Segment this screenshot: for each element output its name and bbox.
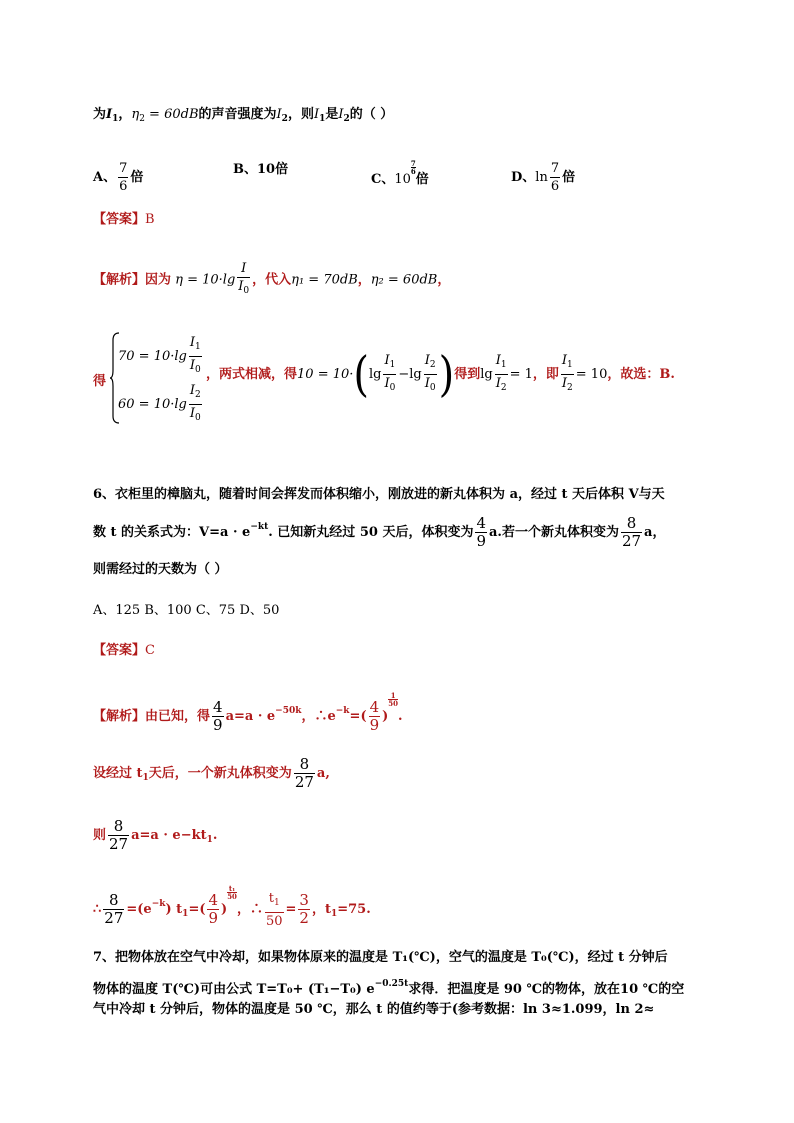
q5-option-a: A、 $\frac{7}{6}$ 倍 bbox=[93, 161, 144, 194]
q7-line3: 气中冷却 t 分钟后，物体的温度是 50 ℃，那么 t 的值约等于(参考数据：ln 3≈1.099，ln 2≈ bbox=[93, 1002, 655, 1017]
q6-analysis-line4: ∴ $\frac{8}{27}$ $=(e^{-k})$ $t_1=$( $\frac{4}{9}$ ) $\frac{\text{t₁}}{50}$ ，∴ $\frac{t_1}{50}$ = $\frac{3}{2}$ ，$t_1=75$. bbox=[93, 884, 371, 929]
q5-system bbox=[0, 332, 794, 427]
q5-answer: 【答案】B bbox=[93, 212, 155, 227]
q6-answer: 【答案】C bbox=[93, 643, 155, 658]
q5-system-result: ，两式相减，得10 = 10·(lg $\frac{I_1}{I_0}$ −lg $\frac{I_2}{I_0}$ )得到lg $\frac{I_1}{I_2}$ = 1，即 $\frac{I_1}{I_2}$ = 10，故选：B. bbox=[206, 346, 675, 403]
q5-option-c: C、10 $\frac{7}{6}$ 倍 bbox=[371, 159, 429, 187]
q7-line1: 7、把物体放在空气中冷却，如果物体原来的温度是 T₁(℃)，空气的温度是 T₀(℃)，经过 t 分钟后 bbox=[93, 950, 668, 965]
q5-options bbox=[93, 150, 713, 194]
q7-line2: 物体的温度 T(℃)可由公式 T=T₀+ (T₁−T₀) $e^{-0.25t}$求得．把温度是 90 ℃的物体，放在10 ℃的空 bbox=[93, 979, 685, 997]
q6-analysis-line2: 设经过 $t_1$天后，一个新丸体积变为 $\frac{8}{27}$ a, bbox=[93, 755, 330, 791]
q5-system-row2: 60 = 10·lg $\frac{I_2}{I_0}$ bbox=[118, 383, 201, 423]
q5-stem: 为$I_1$，$\eta_2 = 60dB$的声音强度为$I_2$，则$I_1$是$I_2$的（ ） bbox=[93, 107, 394, 124]
q6-options: A、125 B、100 C、75 D、50 bbox=[93, 603, 280, 618]
q5-option-b: B、10倍 bbox=[233, 162, 289, 177]
q6-line2: 数 t 的关系式为：$V=a \cdot e^{-kt}$. 已知新丸经过 50 天后，体积变为 $\frac{4}{9}$ a.若一个新丸体积变为 $\frac{8}{27}$ a， bbox=[93, 514, 666, 550]
q5-system-row1: 70 = 10·lg $\frac{I_1}{I_0}$ bbox=[118, 335, 201, 375]
q5-option-d: D、ln $\frac{7}{6}$ 倍 bbox=[511, 161, 576, 194]
q6-line3: 则需经过的天数为（ ） bbox=[93, 562, 228, 577]
q5-analysis: 【解析】因为 η = 10·lg $\frac{I}{I_0}$ ，代入η₁ = 70dB，η₂ = 60dB， bbox=[93, 261, 451, 296]
q6-analysis-line3: 则 $\frac{8}{27}$ $a=a \cdot e-kt_1$. bbox=[93, 817, 218, 853]
q5-de: 得 bbox=[93, 374, 107, 389]
q6-line1: 6、衣柜里的樟脑丸，随着时间会挥发而体积缩小，刚放进的新丸体积为 a，经过 t 天后体积 V与天 bbox=[93, 487, 665, 502]
q6-analysis-line1: 【解析】由已知，得 $\frac{4}{9}$ $a=a \cdot e^{-50k}$，$\therefore e^{-k}=$( $\frac{4}{9}$ ) $\frac{1}{50}$ . bbox=[93, 691, 403, 734]
